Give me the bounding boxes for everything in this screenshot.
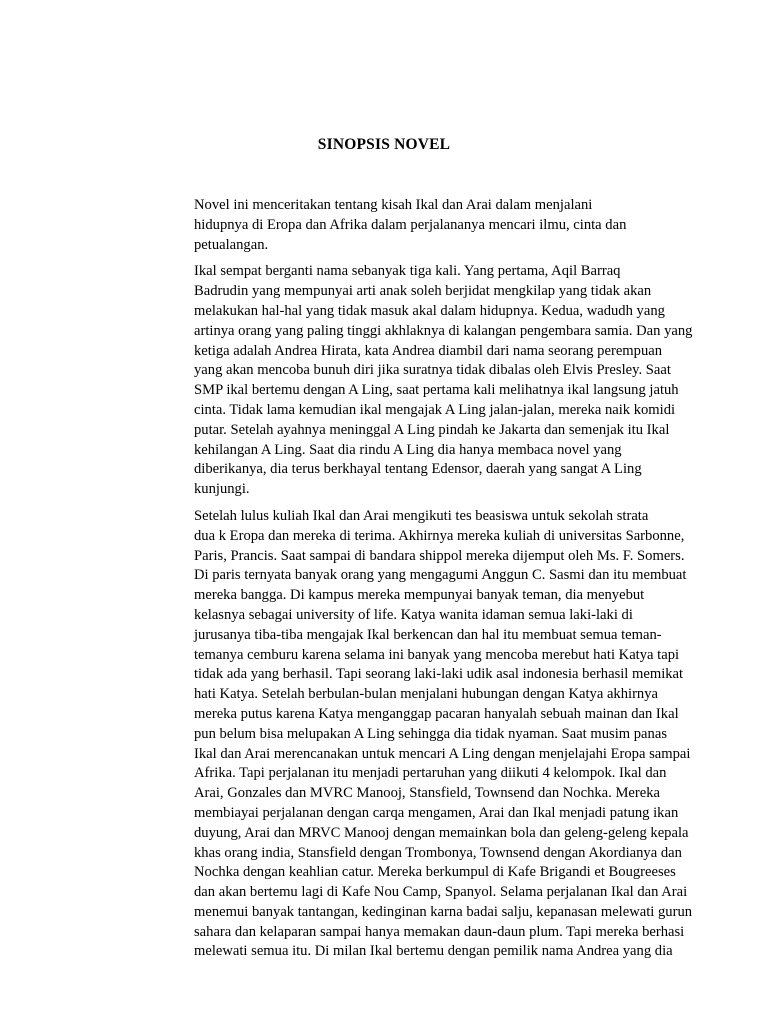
paragraph-line: diberikanya, dia terus berkhayal tentang Edensor, daerah yang sangat A Ling xyxy=(194,461,642,478)
paragraph-line: temanya cemburu karena selama ini banyak yang mencoba merebut hati Katya tapi xyxy=(194,646,680,663)
paragraph-line: Afrika. Tapi perjalanan itu menjadi pertaruhan yang diikuti 4 kelompok. Ikal dan xyxy=(194,765,667,782)
paragraph-line: yang akan mencoba bunuh diri jika suratnya tidak dibalas oleh Elvis Presley. Saat xyxy=(194,362,671,379)
paragraph-line: ketiga adalah Andrea Hirata, kata Andrea diambil dari nama seorang perempuan xyxy=(194,342,663,359)
paragraph-line: cinta. Tidak lama kemudian ikal mengajak A Ling jalan-jalan, mereka naik komidi xyxy=(194,401,676,418)
paragraph xyxy=(146,262,693,500)
paragraph-line: melewati semua itu. Di milan Ikal bertemu dengan pemilik nama Andrea yang dia xyxy=(194,943,673,960)
paragraph-line: putar. Setelah ayahnya meninggal A Ling pindah ke Jakarta dan semenjak itu Ikal xyxy=(194,421,670,438)
paragraph-line: mereka putus karena Katya menganggap pacaran hanyalah sebuah mainan dan Ikal xyxy=(194,705,679,722)
paragraph-line: Paris, Prancis. Saat sampai di bandara shippol mereka dijemput oleh Ms. F. Somers. xyxy=(194,547,685,564)
paragraph-line: Nochka dengan keahlian catur. Mereka berkumpul di Kafe Brigandi et Bougreeses xyxy=(194,864,676,881)
paragraph-line: melakukan hal-hal yang tidak masuk akal dalam hidupnya. Kedua, wadudh yang xyxy=(194,302,665,319)
paragraph-line: Ikal sempat berganti nama sebanyak tiga kali. Yang pertama, Aqil Barraq xyxy=(194,263,621,280)
paragraph-line: tidak ada yang berhasil. Tapi seorang laki-laki udik asal indonesia berhasil memikat xyxy=(194,666,684,683)
paragraph-line: petualangan. xyxy=(194,236,269,253)
paragraph-line: kehilangan A Ling. Saat dia rindu A Ling dia hanya membaca novel yang xyxy=(194,441,622,458)
paragraph-line: membiayai perjalanan dengan carqa mengamen, Arai dan Ikal menjadi patung ikan xyxy=(194,804,679,821)
paragraph-line: Arai, Gonzales dan MVRC Manooj, Stansfield, Townsend dan Nochka. Mereka xyxy=(194,785,661,802)
paragraph-line: hidupnya di Eropa dan Afrika dalam perjalananya mencari ilmu, cinta dan xyxy=(194,216,627,233)
paragraph-line: artinya orang yang paling tinggi akhlaknya di kalangan pengembara samia. Dan yang xyxy=(194,322,693,339)
document-body xyxy=(146,196,693,969)
document-title: SINOPSIS NOVEL xyxy=(317,136,451,153)
paragraph-line: jurusanya tiba-tiba mengajak Ikal berkencan dan hal itu membuat semua teman- xyxy=(194,626,662,643)
paragraph-line: dan akan bertemu lagi di Kafe Nou Camp, Spanyol. Selama perjalanan Ikal dan Arai xyxy=(194,884,688,901)
paragraph-line: menemui banyak tantangan, kedinginan karna badai salju, kepanasan melewati gurun xyxy=(194,903,693,920)
paragraph-line: mereka bangga. Di kampus mereka mempunyai banyak teman, dia menyebut xyxy=(194,587,645,604)
paragraph-line: kunjungi. xyxy=(194,481,250,498)
paragraph-line: sahara dan kelaparan sampai hanya memakan daun-daun plum. Tapi mereka berhasi xyxy=(194,923,685,940)
paragraph-line: hati Katya. Setelah berbulan-bulan menjalani hubungan dengan Katya akhirnya xyxy=(194,686,658,703)
paragraph-line: khas orang india, Stansfield dengan Trombonya, Townsend dengan Akordianya dan xyxy=(194,844,682,861)
paragraph-line: kelasnya sebagai university of life. Katya wanita idaman semua laki-laki di xyxy=(194,606,633,623)
paragraph-line: duyung, Arai dan MRVC Manooj dengan memainkan bola dan geleng-geleng kepala xyxy=(194,824,689,841)
paragraph-line: SMP ikal bertemu dengan A Ling, saat pertama kali melihatnya ikal langsung jatuh xyxy=(194,382,679,399)
paragraph-line: dua k Eropa dan mereka di terima. Akhirnya mereka kuliah di universitas Sarbonne, xyxy=(194,527,685,544)
paragraph-line: pun belum bisa melupakan A Ling sehingga dia tidak nyaman. Saat musim panas xyxy=(194,725,667,742)
paragraph xyxy=(146,507,693,962)
paragraph xyxy=(146,196,656,255)
paragraph-line: Ikal dan Arai merencanakan untuk mencari A Ling dengan menjelajahi Eropa sampai xyxy=(194,745,691,762)
paragraph-line: Setelah lulus kuliah Ikal dan Arai mengikuti tes beasiswa untuk sekolah strata xyxy=(194,507,649,524)
paragraph-line: Novel ini menceritakan tentang kisah Ikal dan Arai dalam menjalani xyxy=(194,197,593,213)
paragraph-line: Badrudin yang mempunyai arti anak soleh berjidat mengkilap yang tidak akan xyxy=(194,283,652,300)
paragraph-line: Di paris ternyata banyak orang yang mengagumi Anggun C. Sasmi dan itu membuat xyxy=(194,567,687,584)
